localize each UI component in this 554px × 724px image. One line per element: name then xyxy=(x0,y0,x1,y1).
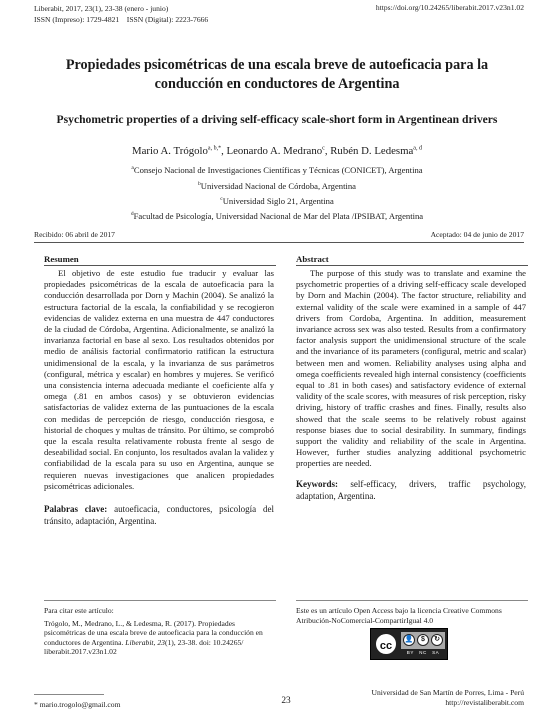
divider xyxy=(34,242,524,243)
issn-line: ISSN (Impreso): 1729-4821 ISSN (Digital): 2223-7666 xyxy=(34,15,209,24)
title-english: Psychometric properties of a driving self-efficacy scale-short form in Argentinean drivers xyxy=(56,113,498,126)
keywords-label: Palabras clave: xyxy=(44,504,108,515)
accepted-date: Aceptado: 04 de junio de 2017 xyxy=(430,230,524,239)
resumen-body: El objetivo de este estudio fue traducir y evaluar las propiedades psicométricas de la escala de autoeficacia para la conducción desarrollada por Dorn y Machin (2004). Se analizó la estructura factorial de la escala, la confiabilidad y se recogieron evidencias de validez externa en una muestra de 447 conductores de la ciudad de Córdoba, Argentina. Adicionalmente, se analizó la invarianza factorial en base al sexo. Los resultados obtenidos por medio de análisis factorial confirmatorio ratifican la estructura unidimensional de la escala, y la invarianza de sus parámetros (configural, métrica y escalar) en hombres y mujeres. Se verificó una consistencia interna adecuada mediante el coeficiente alfa y omega (.81 en ambos casos) y se obtuvieron evidencias satisfactorias de validez externa de las puntuaciones de la escala con medidas de percepción de riesgo, conducción riesgosa, e historial de choques y multas de tránsito. Por último, se comprobó que la escala resulta relativamente robusta frente al sesgo de deseabilidad social. En conjunto, los resultados avalan la validez y confiabilidad de la escala para su uso en Argentina, aunque se requieren nuevas investigaciones que analicen propiedades psicométricas adicionales. xyxy=(44,268,274,491)
citation-label: Para citar este artículo: xyxy=(44,606,114,615)
divider xyxy=(296,265,528,266)
author-marks: a, d xyxy=(413,145,422,152)
divider xyxy=(44,265,276,266)
journal-url[interactable]: http://revistaliberabit.com xyxy=(445,698,524,707)
affiliation-text: Universidad Siglo 21, Argentina xyxy=(222,196,334,206)
article-dates xyxy=(34,230,524,239)
abstract-keywords xyxy=(296,478,526,502)
author-marks: a, b,* xyxy=(207,145,222,152)
license-icons xyxy=(401,632,445,649)
author-list xyxy=(30,145,524,157)
license-tags: BY NC SA xyxy=(406,650,440,655)
sa-icon: ↻ xyxy=(431,634,443,646)
citation-authors-title: Trógolo, M., Medrano, L., & Ledesma, R. (2017). Propiedades psicométricas de una escala breve de autoeficacia para la conducción en conductores de Argentina. xyxy=(44,618,263,647)
creative-commons-badge[interactable] xyxy=(370,628,448,660)
received-date: Recibido: 06 abril de 2017 xyxy=(34,230,115,239)
affiliation-text: Universidad Nacional de Córdoba, Argentina xyxy=(200,181,356,191)
journal-header xyxy=(34,3,208,25)
abstract-body: The purpose of this study was to translate and examine the psychometric properties of a driving self-efficacy scale developed by Dorn and Machin (2004). The factor structure, reliability and external validity of the scale were examined in a sample of 447 drivers from Cordoba, Argentina. In addition, measurement invariance across sex was also tested. Results from a confirmatory factor analysis support the unidimensional structure of the scale and the invariance of its parameters (configural, metric and scalar) between men and women. Reliability analyses using alpha and omega coefficients revealed high internal consistency (coefficients equal to .81 in both cases) and satisfactory evidence of external validity of the scale scores, with measures of risk perception, risky driving, history of traffic crashes and fines. Finally, results also showed that the scale seems to be relatively robust against response biases due to social desirability. In summary, findings support the validity and reliability of the scale in Argentina. However, further studies analyzing additional psychometric properties are needed. xyxy=(296,268,526,469)
author-name: Mario A. Trógolo xyxy=(132,145,208,157)
resumen-keywords xyxy=(44,503,274,527)
affiliation-mark: d xyxy=(130,211,134,218)
keywords-label: Keywords: xyxy=(296,478,338,489)
resumen-heading: Resumen xyxy=(44,254,79,264)
citation-pages-doi: (1), 23-38. doi: 10.24265/ liberabit.2017.v23n1.02 xyxy=(44,637,244,657)
author-separator: , xyxy=(221,145,227,157)
citation-journal: Liberabit, 23 xyxy=(125,637,165,647)
by-icon: 👤 xyxy=(403,634,415,646)
abstract-heading: Abstract xyxy=(296,254,329,264)
publisher-info xyxy=(372,688,524,708)
affiliation xyxy=(30,196,524,206)
author-marks: c xyxy=(322,145,325,152)
abstract-section xyxy=(296,268,526,502)
keywords-text: self-efficacy, drivers, traffic psychology, adaptation, Argentina. xyxy=(296,478,526,501)
author-name: Leonardo A. Medrano xyxy=(226,145,323,157)
divider xyxy=(296,600,528,601)
title-spanish: Propiedades psicométricas de una escala breve de autoeficacia para la conducción en conductores de Argentina xyxy=(65,57,489,92)
page-number: 23 xyxy=(281,696,291,706)
affiliation-mark: a xyxy=(131,165,134,172)
divider xyxy=(44,600,276,601)
author-separator: , xyxy=(324,145,331,157)
affiliation-text: Facultad de Psicología, Universidad Nacional de Mar del Plata /IPSIBAT, Argentina xyxy=(133,211,424,221)
citation-text xyxy=(44,619,276,657)
affiliation-mark: c xyxy=(220,196,223,203)
affiliation xyxy=(30,181,524,191)
university-name: Universidad de San Martín de Porres, Lima - Perú xyxy=(371,688,524,697)
keywords-text: autoeficacia, conductores, psicología del tránsito, adaptación, Argentina. xyxy=(44,504,274,527)
journal-citation-line: Liberabit, 2017, 23(1), 23-38 (enero - junio) xyxy=(34,4,169,13)
divider xyxy=(34,694,104,695)
author-name: Rubén D. Ledesma xyxy=(330,145,414,157)
doi-link[interactable]: https://doi.org/10.24265/liberabit.2017.v23n1.02 xyxy=(375,3,524,12)
citation-block xyxy=(44,606,276,657)
cc-logo-icon: cc xyxy=(374,632,398,656)
corresponding-email: * mario.trogolo@gmail.com xyxy=(34,700,121,709)
affiliation-text: Consejo Nacional de Investigaciones Científicas y Técnicas (CONICET), Argentina xyxy=(133,165,423,175)
affiliation xyxy=(30,211,524,221)
affiliation-mark: b xyxy=(198,181,201,188)
affiliation xyxy=(30,165,524,175)
nc-icon: $ xyxy=(417,634,429,646)
resumen-section xyxy=(44,268,274,527)
license-text: Este es un artículo Open Access bajo la licencia Creative Commons Atribución-NoComercial-CompartirIgual 4.0 xyxy=(296,606,502,625)
